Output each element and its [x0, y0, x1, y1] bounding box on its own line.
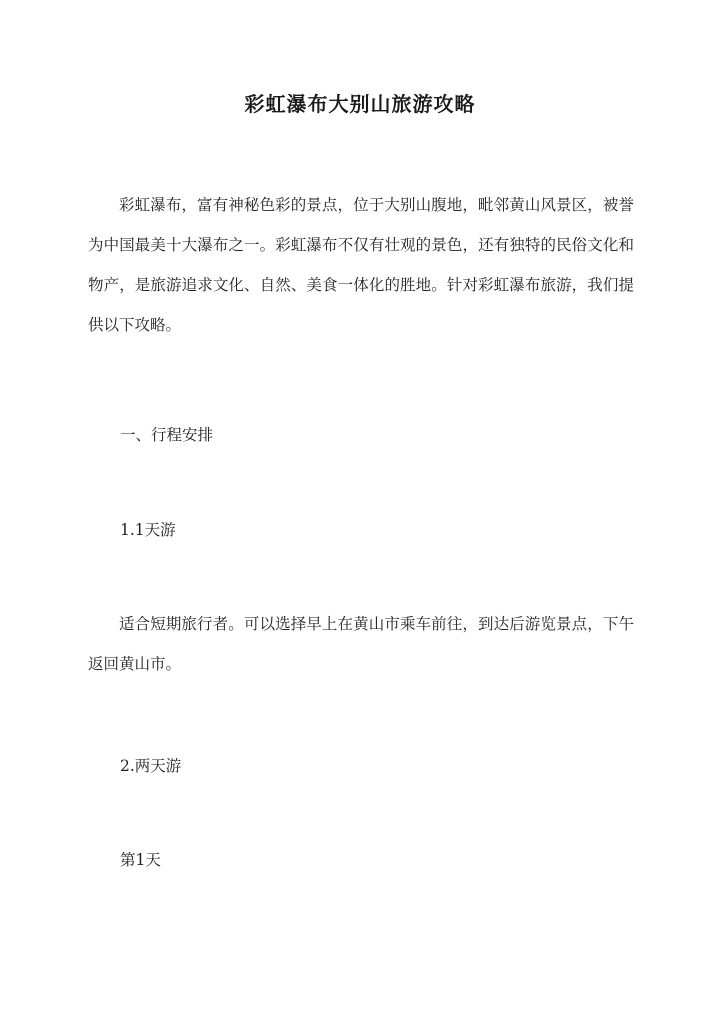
intro-paragraph: 彩虹瀑布，富有神秘色彩的景点，位于大别山腹地，毗邻黄山风景区，被誉为中国最美十大瀑布之一。彩虹瀑布不仅有壮观的景色，还有独特的民俗文化和物产，是旅游追求文化、自然、美食一体化的胜地。针对彩虹瀑布旅游，我们提供以下攻略。 [88, 196, 634, 334]
section-heading-itinerary: 一、行程安排 [120, 426, 214, 444]
subsection-heading-one-day: 1.1天游 [120, 521, 176, 539]
document-title: 彩虹瀑布大别山旅游攻略 [244, 92, 476, 116]
day-one-heading: 第1天 [120, 851, 161, 869]
subsection-heading-two-day: 2.两天游 [120, 757, 182, 775]
one-day-paragraph: 适合短期旅行者。可以选择早上在黄山市乘车前往，到达后游览景点，下午返回黄山市。 [88, 615, 634, 673]
